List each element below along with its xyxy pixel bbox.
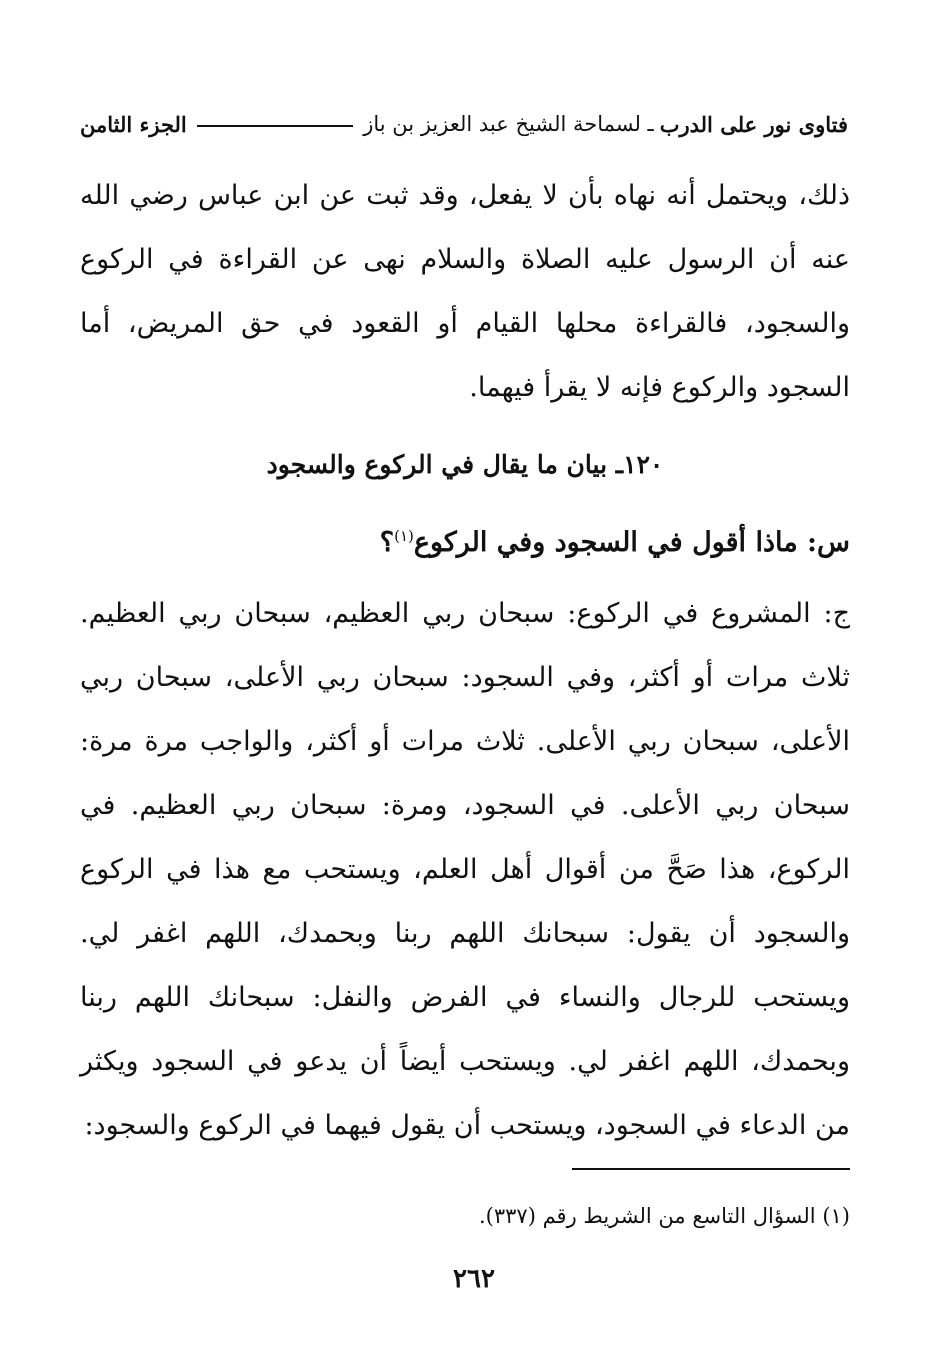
paragraph-continuation: ذلك، ويحتمل أنه نهاه بأن لا يفعل، وقد ثبت عن ابن عباس رضي الله عنه أن الرسول عليه الصلاة والسلام نهى عن القراءة في الركوع والسجود، فالقراءة محلها القيام أو القعود في حق المريض، أما السجود والركوع فإنه لا يقرأ فيهما.	[80, 180, 850, 403]
running-header	[80, 104, 848, 144]
author-line: ـ لسماحة الشيخ عبد العزيز بن باز	[363, 112, 654, 136]
section-title: ١٢٠ـ بيان ما يقال في الركوع والسجود	[266, 450, 664, 479]
part-label: الجزء الثامن	[80, 111, 187, 137]
footnote-divider	[572, 1168, 850, 1170]
answer-paragraph: ج: المشروع في الركوع: سبحان ربي العظيم، سبحان ربي العظيم. ثلاث مرات أو أكثر، وفي السجود: سبحان ربي الأعلى، سبحان ربي الأعلى، سبحان ربي الأعلى. ثلاث مرات أو أكثر، والواجب مرة مرة: سبحان ربي الأعلى. في السجود، ومرة: سبحان ربي العظيم. في الركوع، هذا صَحَّ من أقوال أهل العلم، ويستحب مع هذا في الركوع والسجود أن يقول: سبحانك اللهم ربنا وبحمدك، اللهم اغفر لي. ويستحب للرجال والنساء في الفرض والنفل: سبحانك اللهم ربنا وبحمدك، اللهم اغفر لي. ويستحب أيضاً أن يدعو في السجود ويكثر من الدعاء في السجود، ويستحب أن يقول فيهما في الركوع والسجود:	[80, 598, 850, 1141]
question	[80, 508, 850, 571]
header-rule	[197, 125, 353, 127]
question-mark: ؟	[379, 527, 395, 558]
footnote-ref: (١)	[394, 527, 414, 545]
page-number: ٢٦٢	[453, 1264, 495, 1294]
question-text: س: ماذا أقول في السجود وفي الركوع	[413, 527, 850, 558]
footnote: (١) السؤال التاسع من الشريط رقم (٣٣٧).	[478, 1204, 850, 1228]
book-title: فتاوى نور على الدرب	[659, 111, 848, 137]
